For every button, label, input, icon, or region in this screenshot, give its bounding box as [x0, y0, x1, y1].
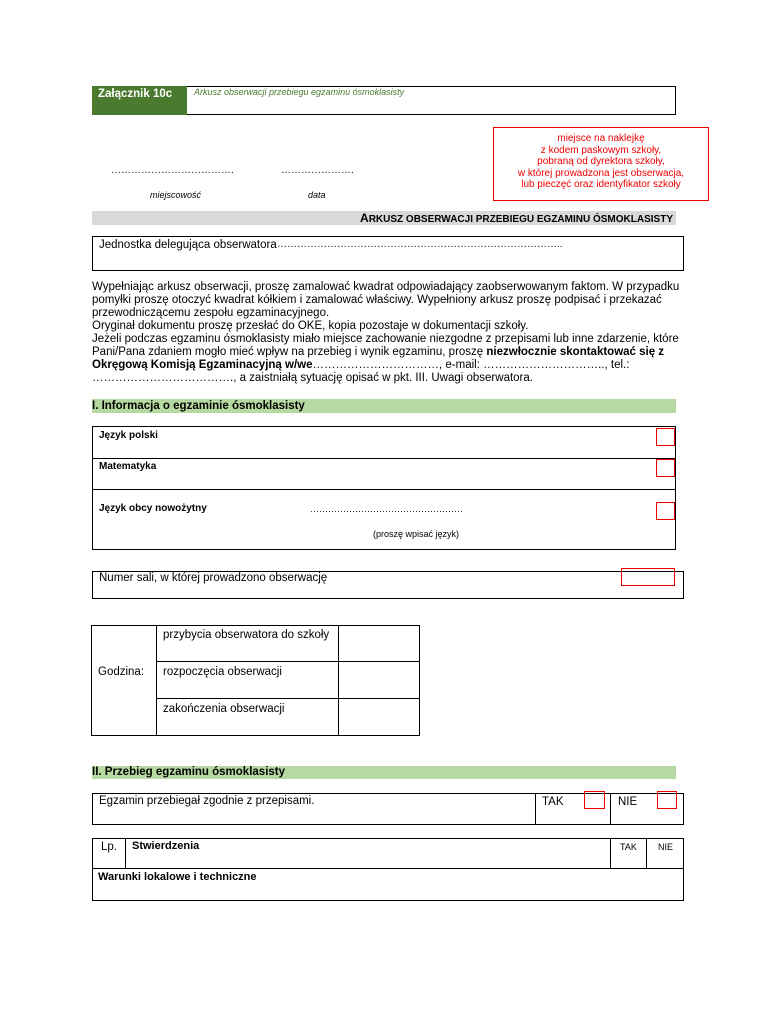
- room-number-field[interactable]: [621, 568, 675, 586]
- compliance-yes-label: TAK: [542, 796, 564, 808]
- contact-emphasis: niezwłocznie skontaktować się z Okręgową Komisją Egzaminacyjną w/we: [92, 346, 665, 371]
- attachment-badge: Załącznik 10c: [92, 86, 187, 115]
- sticker-line: pobraną od dyrektora szkoły,: [537, 156, 665, 167]
- instructions-p2: Oryginał dokumentu proszę przesłać do OKE, kopia pozostaje w dokumentacji szkoły.: [92, 320, 529, 332]
- foreign-language-hint: (proszę wpisać język): [373, 529, 460, 539]
- unit-label: Jednostka delegująca obserwatora: [99, 239, 277, 251]
- divider: [338, 625, 339, 736]
- compliance-no-label: NIE: [618, 796, 638, 808]
- compliance-no-checkbox[interactable]: [657, 791, 677, 809]
- sticker-line: w której prowadzona jest obserwacja,: [517, 167, 685, 179]
- exam-foreign-label: Język obcy nowożytny: [99, 503, 207, 514]
- foreign-language-field[interactable]: ……………………………………………: [310, 504, 463, 514]
- divider: [92, 489, 676, 490]
- title-bar: [92, 211, 676, 225]
- hour-arrival-label: przybycia obserwatora do szkoły: [163, 629, 330, 641]
- divider: [535, 793, 536, 825]
- sticker-placeholder: [493, 127, 709, 201]
- instructions: [92, 281, 682, 385]
- exam-polish-checkbox[interactable]: [656, 428, 675, 446]
- date-field[interactable]: ………………….: [281, 165, 354, 176]
- place-label: miejscowość: [150, 190, 202, 200]
- hour-end-label: zakończenia obserwacji: [163, 703, 285, 715]
- sticker-line: z kodem paskowym szkoły,: [540, 144, 662, 156]
- header-subtitle: Arkusz obserwacji przebiegu egzaminu ósmoklasisty: [194, 87, 405, 97]
- title-rest: RKUSZ OBSERWACJI PRZEBIEGU EGZAMINU ÓSMOKLASISTY: [368, 214, 673, 225]
- group-local-conditions: Warunki lokalowe i techniczne: [98, 871, 257, 883]
- hour-end-field[interactable]: [340, 700, 418, 734]
- divider: [610, 793, 611, 825]
- exam-math-label: Matematyka: [99, 461, 157, 472]
- hours-label: Godzina:: [98, 666, 145, 678]
- hour-start-label: rozpoczęcia obserwacji: [163, 666, 282, 678]
- compliance-yes-checkbox[interactable]: [584, 791, 605, 809]
- instructions-p3: Jeżeli podczas egzaminu ósmoklasisty miało miejsce zachowanie niezgodne z przepisami lub inne zdarzenie, które Pani/Pana zdaniem mogło mieć wpływ na przebieg i wynik egzaminu, proszę niezwłocznie skontaktować się z Okręgową Komisją Egzaminacyjną w/we……………………………, e-mail: ………………………….., tel.: ………………………………., a zaistniałą sytuację opisać w pkt. III. Uwagi obserwatora.: [92, 333, 679, 384]
- divider: [125, 838, 126, 868]
- exam-foreign-checkbox[interactable]: [656, 502, 675, 520]
- col-lp-header: Lp.: [101, 841, 117, 853]
- hour-start-field[interactable]: [340, 663, 418, 697]
- instructions-p1: Wypełniając arkusz obserwacji, proszę zamalować kwadrat odpowiadający zaobserwowanym faktom. W przypadku pomyłki proszę otoczyć kwadrat kółkiem i zamalować właściwy. Wypełniony arkusz proszę podpisać i przekazać przewodniczącemu zespołu egzaminacyjnego.: [92, 281, 680, 319]
- divider: [156, 625, 157, 736]
- room-label: Numer sali, w której prowadzono obserwację: [99, 572, 328, 584]
- section1-title: I. Informacja o egzaminie ósmoklasisty: [92, 399, 676, 413]
- divider: [610, 838, 611, 868]
- date-label: data: [308, 190, 326, 200]
- unit-field[interactable]: …………………………………………………………………………..: [277, 239, 563, 250]
- col-statements-header: Stwierdzenia: [132, 840, 200, 852]
- divider: [646, 838, 647, 868]
- compliance-label: Egzamin przebiegał zgodnie z przepisami.: [99, 795, 315, 807]
- hour-arrival-field[interactable]: [340, 627, 418, 660]
- section2-title: II. Przebieg egzaminu ósmoklasisty: [92, 766, 676, 779]
- divider: [92, 458, 676, 459]
- col-yes-header: TAK: [620, 842, 637, 852]
- sticker-line: miejsce na naklejkę: [557, 133, 645, 144]
- exam-polish-label: Język polski: [99, 430, 158, 441]
- col-no-header: NIE: [658, 842, 674, 852]
- divider: [156, 661, 420, 662]
- sticker-line: lub pieczęć oraz identyfikator szkoły: [521, 179, 681, 190]
- divider: [156, 698, 420, 699]
- place-field[interactable]: ……………………………….: [111, 165, 234, 176]
- exam-math-checkbox[interactable]: [656, 459, 675, 477]
- title-first-letter: A: [360, 211, 369, 225]
- divider: [92, 868, 684, 869]
